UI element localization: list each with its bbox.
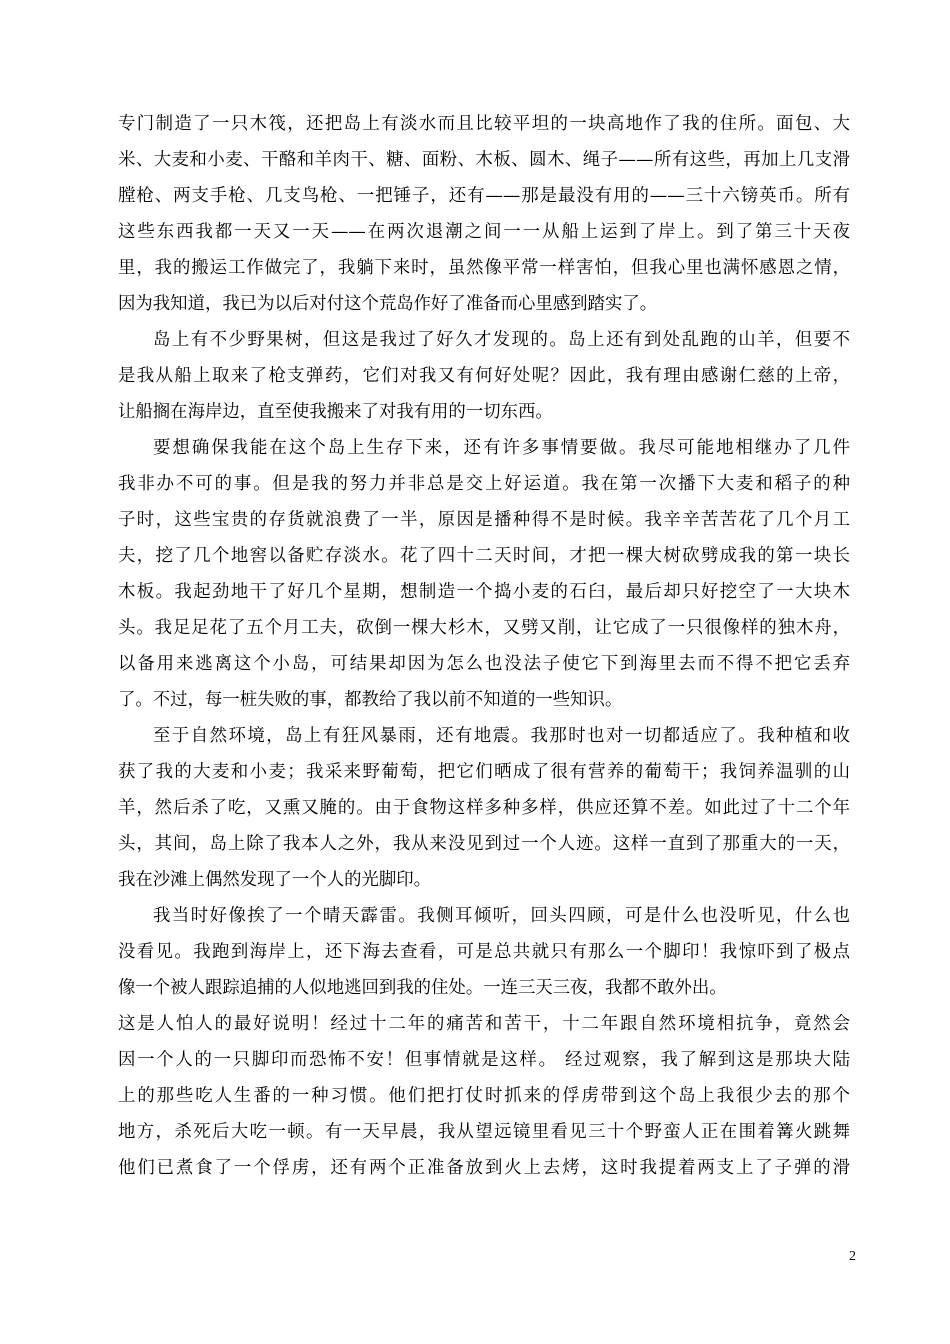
text-line: 他们已煮食了一个俘虏，还有两个正准备放到火上去烤，这时我提着两支上了子弹的滑 xyxy=(118,1158,850,1178)
text-line: 米、大麦和小麦、干酪和羊肉干、糖、面粉、木板、圆木、绳子——所有这些，再加上几支滑 xyxy=(118,150,850,170)
text-line: 是我从船上取来了枪支弹药，它们对我又有何好处呢？因此，我有理由感谢仁慈的上帝， xyxy=(118,366,850,386)
text-line: 了。不过，每一桩失败的事，都教给了我以前不知道的一些知识。 xyxy=(118,690,623,710)
text-line: 头，其间，岛上除了我本人之外，我从来没见到过一个人迹。这样一直到了那重大的一天， xyxy=(118,834,850,854)
body-text xyxy=(118,106,850,1186)
text-line: 我在沙滩上偶然发现了一个人的光脚印。 xyxy=(118,870,432,890)
text-line: 地方，杀死后大吃一顿。有一天早晨，我从望远镜里看见三十个野蛮人正在围着篝火跳舞 xyxy=(118,1122,850,1142)
text-line: 因一个人的一只脚印而恐怖不安！但事情就是这样。 经过观察，我了解到这是那块大陆 xyxy=(118,1050,850,1070)
text-line: 上的那些吃人生番的一种习惯。他们把打仗时抓来的俘虏带到这个岛上我很少去的那个 xyxy=(118,1086,850,1106)
text-line: 这些东西我都一天又一天——在两次退潮之间一一从船上运到了岸上。到了第三十天夜 xyxy=(118,222,850,242)
text-line: 膛枪、两支手枪、几支鸟枪、一把锤子，还有——那是最没有用的——三十六镑英币。所有 xyxy=(118,186,850,206)
text-line: 专门制造了一只木筏，还把岛上有淡水而且比较平坦的一块高地作了我的住所。面包、大 xyxy=(118,114,850,134)
text-line: 里，我的搬运工作做完了，我躺下来时，虽然像平常一样害怕，但我心里也满怀感恩之情， xyxy=(118,258,850,278)
text-line: 像一个被人跟踪追捕的人似地逃回到我的住处。一连三天三夜，我都不敢外出。 xyxy=(118,978,727,998)
text-line: 子时，这些宝贵的存货就浪费了一半，原因是播种得不是时候。我辛辛苦苦花了几个月工 xyxy=(118,510,850,530)
text-line: 因为我知道，我已为以后对付这个荒岛作好了准备而心里感到踏实了。 xyxy=(118,294,658,314)
text-line: 要想确保我能在这个岛上生存下来，还有许多事情要做。我尽可能地相继办了几件 xyxy=(153,438,850,458)
text-line: 头。我足足花了五个月工夫，砍倒一棵大杉木，又劈又削，让它成了一只很像样的独木舟， xyxy=(118,618,850,638)
text-line: 夫，挖了几个地窖以备贮存淡水。花了四十二天时间，才把一棵大树砍劈成我的第一块长 xyxy=(118,546,850,566)
text-line: 以备用来逃离这个小岛，可结果却因为怎么也没法子使它下到海里去而不得不把它丢弃 xyxy=(118,654,850,674)
text-line: 我非办不可的事。但是我的努力并非总是交上好运道。我在第一次播下大麦和稻子的种 xyxy=(118,474,850,494)
text-line: 这是人怕人的最好说明！经过十二年的痛苦和苦干，十二年跟自然环境相抗争，竟然会 xyxy=(118,1014,850,1034)
text-line: 获了我的大麦和小麦；我采来野葡萄，把它们晒成了很有营养的葡萄干；我饲养温驯的山 xyxy=(118,762,850,782)
text-line: 没看见。我跑到海岸上，还下海去查看，可是总共就只有那么一个脚印！我惊吓到了极点 xyxy=(118,942,850,962)
text-line: 我当时好像挨了一个晴天霹雷。我侧耳倾听，回头四顾，可是什么也没听见，什么也 xyxy=(153,906,850,926)
text-line: 木板。我起劲地干了好几个星期，想制造一个捣小麦的石臼，最后却只好挖空了一大块木 xyxy=(118,582,850,602)
page-number: 2 xyxy=(849,1249,856,1264)
text-line: 至于自然环境，岛上有狂风暴雨，还有地震。我那时也对一切都适应了。我种植和收 xyxy=(153,726,850,746)
text-line: 让船搁在海岸边，直至使我搬来了对我有用的一切东西。 xyxy=(118,402,553,422)
text-line: 岛上有不少野果树，但这是我过了好久才发现的。岛上还有到处乱跑的山羊，但要不 xyxy=(153,330,850,350)
text-line: 羊，然后杀了吃，又熏又腌的。由于食物这样多种多样，供应还算不差。如此过了十二个年 xyxy=(118,798,850,818)
